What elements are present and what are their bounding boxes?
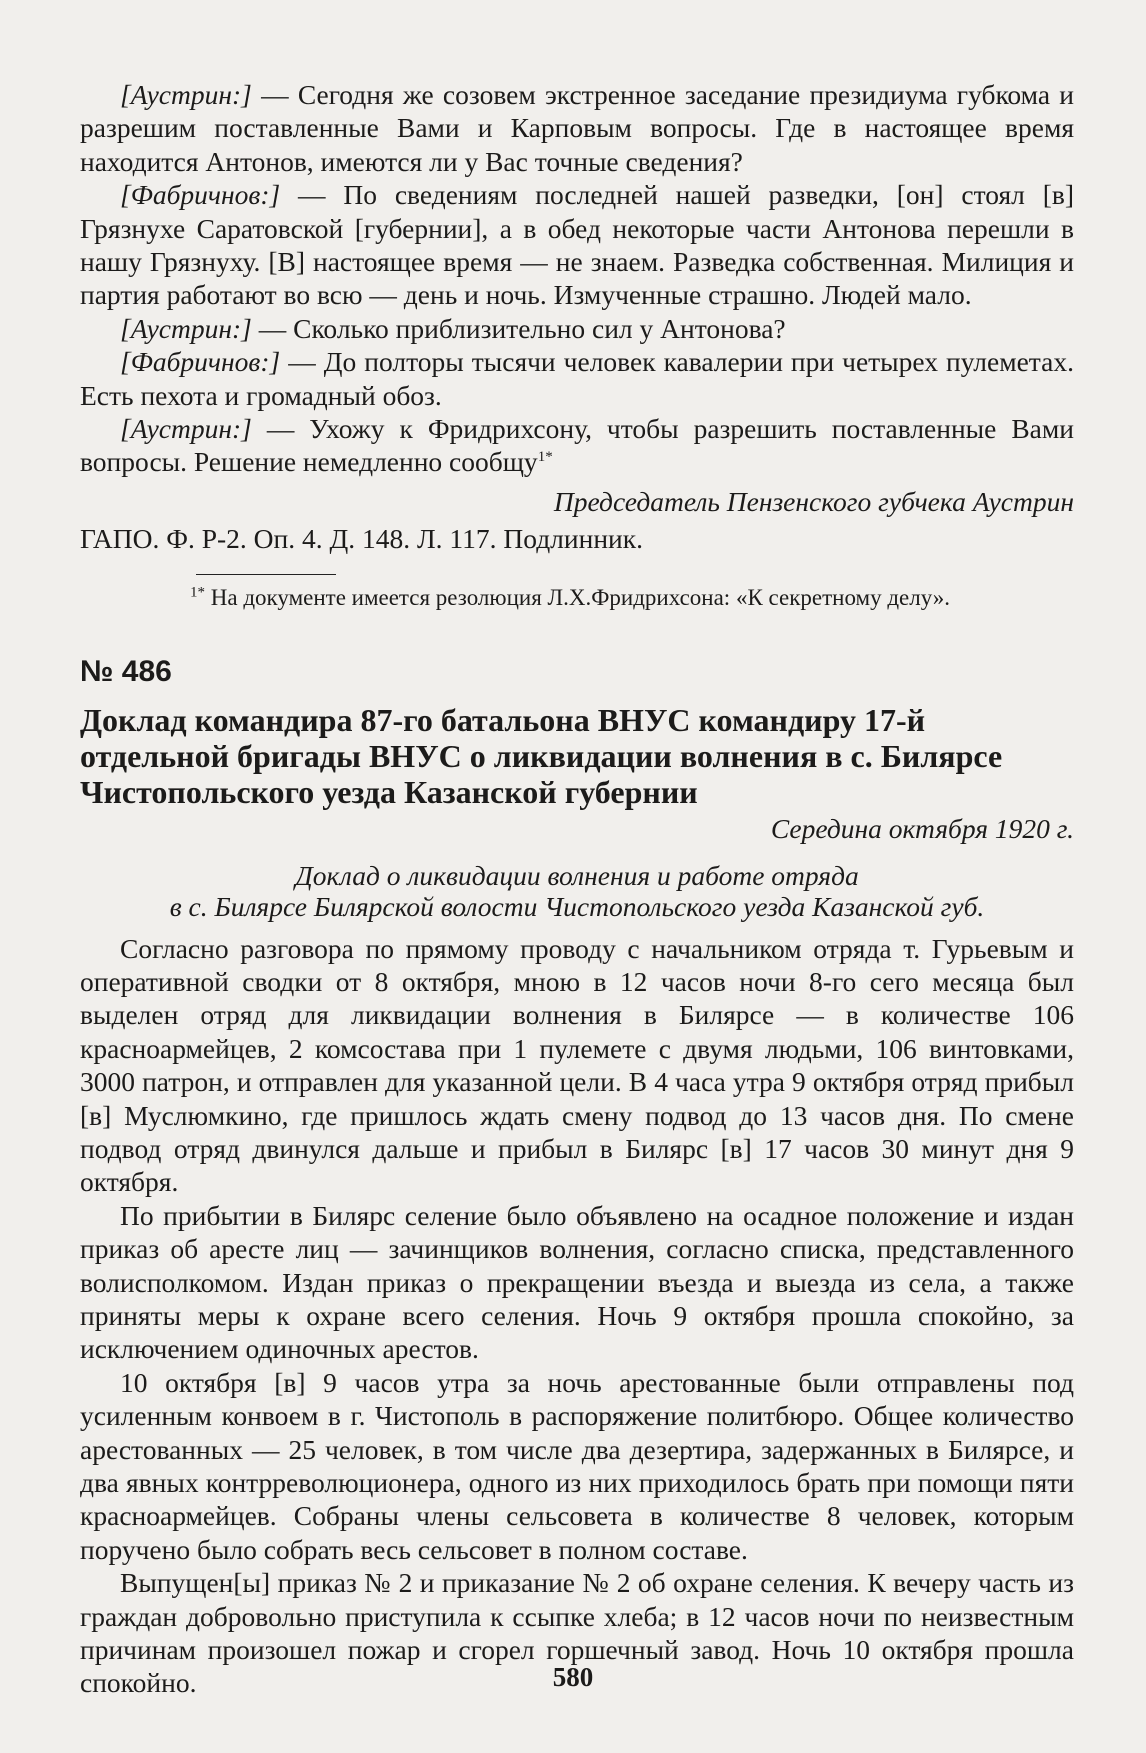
dialog-line — [80, 312, 1074, 345]
document-title: Доклад командира 87-го батальона ВНУС командиру 17-й отдельной бригады ВНУС о ликвидации волнения в с. Билярсе Чистопольского уезда Казанской губернии — [80, 702, 1003, 811]
footnote-marker: 1* — [190, 584, 205, 601]
dialog-text: — Сегодня же созовем экстренное заседание президиума губкома и разрешим поставленные Вами и Карповым вопросы. Где в настоящее время находится Антонов, имеются ли у Вас точные сведения? — [80, 79, 1074, 177]
report-body — [80, 932, 1074, 1700]
dialog-line — [80, 412, 1074, 479]
body-paragraph: По прибытии в Билярс селение было объявлено на осадное положение и издан приказ об аресте лиц — зачинщиков волнения, согласно списка, представленного волисполкомом. Издан приказ о прекращении въезда и выезда из села, а также приняты меры к охране всего селения. Ночь 9 октября прошла спокойно, за исключением одиночных арестов. — [80, 1199, 1074, 1365]
speaker-name: [Фабричнов:] — [120, 179, 281, 211]
body-paragraph: Выпущен[ы] приказ № 2 и приказание № 2 об охране селения. К вечеру часть из граждан добровольно приступила к ссыпке хлеба; в 12 часов ночи по неизвестным причинам произошел пожар и сгорел горшечный завод. Ночь 10 октября прошла спокойно. — [80, 1567, 1074, 1699]
footnote-divider — [196, 574, 336, 575]
document-date: Середина октября 1920 г. — [770, 813, 1074, 845]
signature: Председатель Пензенского губчека Аустрин — [553, 485, 1074, 517]
dialog-text: — Сколько приблизительно сил у Антонова? — [251, 312, 786, 344]
dialog-transcript — [80, 78, 1074, 479]
dialog-text: — Ухожу к Фридрихсону, чтобы разрешить поставленные Вами вопросы. Решение немедленно сообщу — [80, 413, 1074, 478]
document-page — [80, 78, 1074, 1700]
speaker-name: [Аустрин:] — [120, 79, 252, 110]
speaker-name: [Фабричнов:] — [120, 346, 281, 378]
speaker-name: [Аустрин:] — [120, 312, 252, 344]
dialog-line — [80, 78, 1074, 178]
dialog-line — [80, 345, 1074, 412]
body-paragraph: 10 октября [в] 9 часов утра за ночь арестованные были отправлены под усиленным конвоем в г. Чистополь в распоряжение политбюро. Общее количество арестованных — 25 человек, в том числе два дезертира, задержанных в Билярсе, и два явных контрреволюционера, одного из них приходилось брать при помощи пяти красноармейцев. Собраны члены сельсовета в количестве 8 человек, которым поручено было собрать весь сельсовет в полном составе. — [80, 1366, 1074, 1565]
archive-reference: ГАПО. Ф. Р-2. Оп. 4. Д. 148. Л. 117. Подлинник. — [80, 523, 644, 555]
report-title-line: в с. Билярсе Билярской волости Чистопольского уезда Казанской губ. — [169, 890, 985, 922]
page-number: 580 — [552, 1662, 594, 1692]
body-paragraph: Согласно разговора по прямому проводу с начальником отряда т. Гурьевым и оперативной сводки от 8 октября, мною в 12 часов ночи 8-го сего месяца был выделен отряд для ликвидации волнения в Билярсе — в количестве 106 красноармейцев, 2 комсостава при 1 пулемете с двумя людьми, 106 винтовками, 3000 патрон, и отправлен для указанной цели. В 4 часа утра 9 октября отряд прибыл [в] Муслюмкино, где пришлось ждать смену подвод до 13 часов дня. По смене подвод отряд двинулся дальше и прибыл в Билярс [в] 17 часов 30 минут дня 9 октября. — [80, 932, 1074, 1198]
footnote-reference: 1* — [537, 449, 553, 466]
footnote-text: На документе имеется резолюция Л.Х.Фридрихсона: «К секретному делу». — [205, 584, 951, 610]
report-title-line: Доклад о ликвидации волнения и работе отряда — [295, 859, 859, 891]
dialog-text: — По сведениям последней нашей разведки, [он] стоял [в] Грязнухе Саратовской [губернии], а в обед некоторые части Антонова перешли в нашу Грязнуху. [В] настоящее время — не знаем. Разведка собственная. Милиция и партия работают во всю — день и ночь. Измученные страшно. Людей мало. — [80, 179, 1074, 311]
dialog-text: — До полторы тысячи человек кавалерии при четырех пулеметах. Есть пехота и громадный обоз. — [80, 346, 1074, 411]
footnote — [80, 583, 1074, 613]
document-number: № 486 — [80, 654, 172, 688]
dialog-line — [80, 178, 1074, 312]
report-title — [80, 860, 1074, 922]
speaker-name: [Аустрин:] — [120, 413, 252, 445]
